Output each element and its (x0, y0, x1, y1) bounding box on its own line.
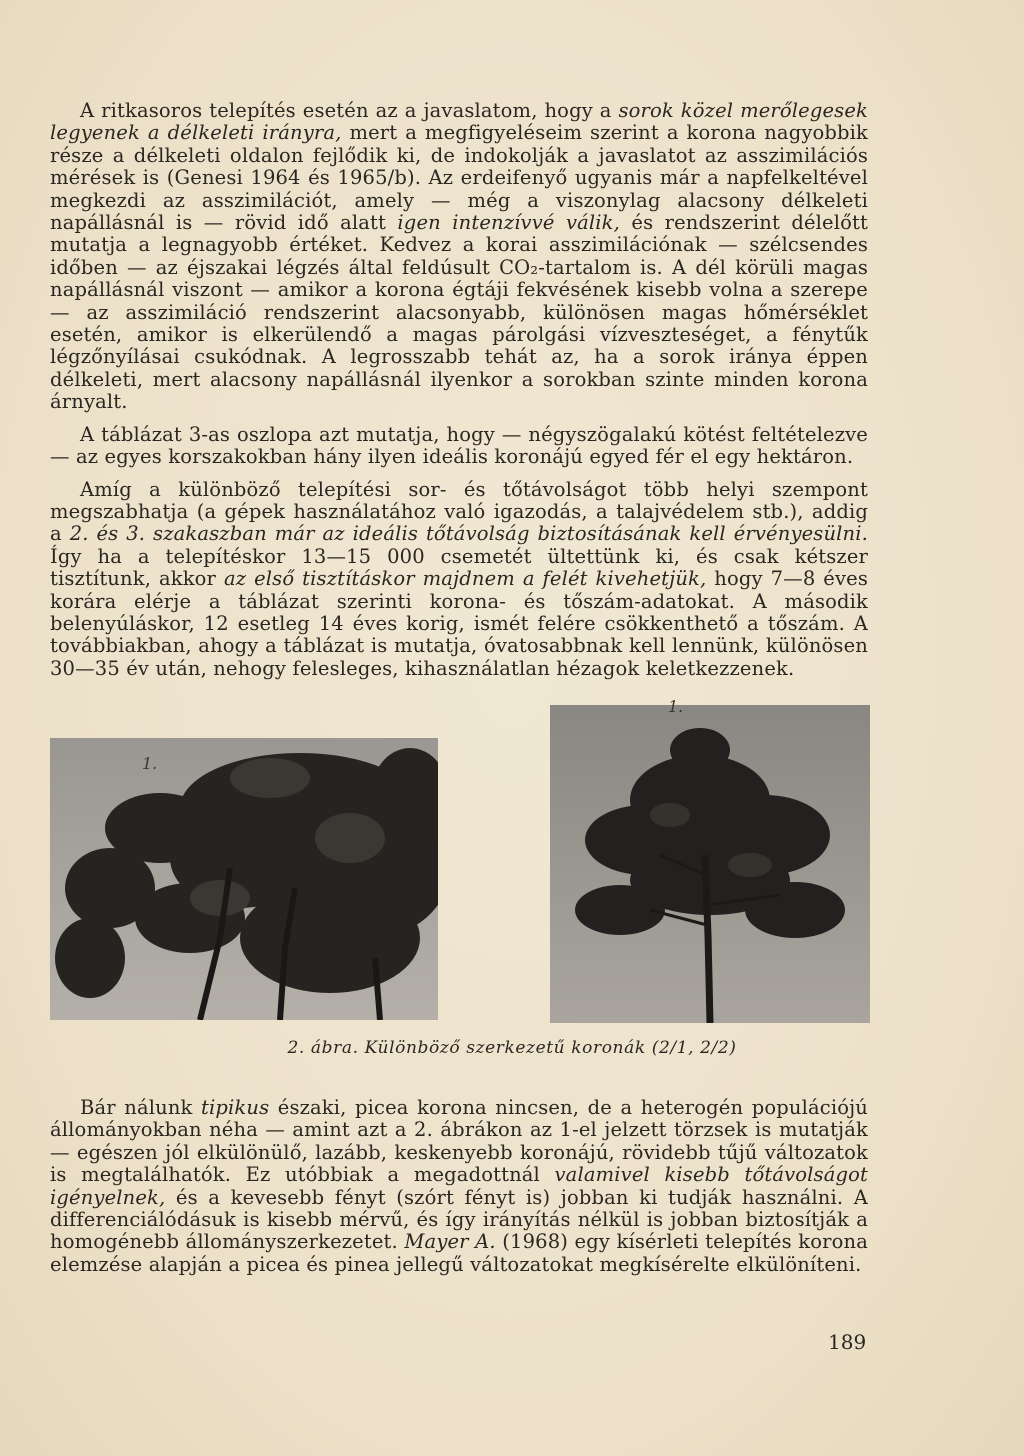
figure-caption: 2. ábra. Különböző szerkezetű koronák (2/1, 2/2) (287, 1038, 737, 1058)
italic-text: 2. és 3. szakaszban már az ideális tőtávolság biztosításának kell érvényesülni. (69, 522, 869, 546)
photo-right-image (550, 705, 870, 1023)
paragraph (50, 100, 868, 414)
plate-label-left: 1. (142, 754, 158, 773)
photo-pine-crown-left (50, 738, 438, 1020)
text-run: (1968) egy kísérleti telepítés korona elemzése alapján a picea és pinea jellegű változatokat megkísérelte elkülöníteni. (50, 1230, 869, 1276)
italic-text: Mayer A. (404, 1230, 496, 1254)
text-run: és a kevesebb fényt (szórt fényt is) jobban ki tudják használni. A differenciálódásuk is kisebb mérvű, és így irányítás nélkül is jobban biztosítják a homogénebb állományszerkezetet. (50, 1185, 868, 1254)
text-run: A táblázat 3-as oszlopa azt mutatja, hogy — négyszögalakú kötést feltételezve — az egyes korszakokban hány ilyen ideális koronájú egyed fér el egy hektáron. (50, 422, 868, 469)
page-number: 189 (828, 1330, 867, 1354)
text-run: Amíg a különböző telepítési sor- és tőtávolságot több helyi szempont megszabhatja (a gépek használatához való igazodás, a talajvédelem stb.), addig a (50, 477, 868, 546)
paragraph (50, 1097, 868, 1276)
text-run: Bár nálunk (80, 1096, 202, 1119)
text-run: Így ha a telepítéskor 13—15 000 csemetét ültettünk ki, és csak kétszer tisztítunk, akkor (50, 544, 868, 591)
paragraph (50, 479, 868, 681)
italic-text: sorok közel merőlegesek legyenek a délkeleti irányra, (50, 99, 868, 145)
plate-label-right: 1. (668, 697, 684, 716)
italic-text: az első tisztításkor majdnem a felét kivehetjük, (223, 567, 707, 591)
text-run: A ritkasoros telepítés esetén az a javaslatom, hogy a (80, 99, 619, 122)
italic-text: valamivel kisebb tőtávolságot igényelnek, (50, 1163, 868, 1209)
text-run: hogy 7—8 éves korára elérje a táblázat szerinti korona- és tőszám-adatokat. A második belenyúláskor, 12 esetleg 14 éves korig, ismét felére csökkenthető a tőszám. A továbbiakban, ahogy a táblázat is mutatja, óvatosabbnak kell lennünk, különösen 30—35 év után, nehogy felesleges, kihasználatlan hézagok keletkezzenek. (50, 567, 869, 680)
text-run: északi, picea korona nincsen, de a heterogén populációjú állományokban néha — amint azt a 2. ábrákon az 1-el jelzett törzsek is mutatják — egészen jól elkülönülő, lazább, keskenyebb koronájú, rövidebb tűjű változatok is megtalálhatók. Ez utóbbiak a megadottnál (50, 1096, 868, 1187)
italic-text: igen intenzívvé válik, (397, 211, 620, 235)
photo-pine-crown-right (550, 705, 870, 1023)
paragraph (50, 424, 868, 469)
text-block-bottom (50, 1097, 868, 1276)
text-block-top (50, 100, 868, 680)
text-run: és rendszerint délelőtt mutatja a legnagyobb értéket. Kedvez a korai asszimilációnak — szélcsendes időben — az éjszakai légzés által feldúsult CO₂-tartalom is. A dél körüli magas napállásnál viszont — amikor a korona égtáji fekvésének kisebb volna a szerepe — az asszimiláció rendszerint alacsonyabb, különösen magas hőmérséklet esetén, amikor is elkerülendő a magas párolgási vízveszteséget, a fénytűk légzőnyílásai csukódnak. A legrosszabb tehát az, ha a sorok iránya éppen délkeleti, mert alacsony napállásnál ilyenkor a sorokban szinte minden korona árnyalt. (50, 211, 868, 414)
photo-left-image (50, 738, 438, 1020)
text-run: mert a megfigyeléseim szerint a korona nagyobbik része a délkeleti oldalon fejlődik ki, de indokolják a javaslatot az asszimilációs mérések is (Genesi 1964 és 1965/b). Az erdeifenyő ugyanis már a napfelkeltével megkezdi az asszimilációt, amely — még a viszonylag alacsony délkeleti napállásnál is — rövid idő alatt (50, 121, 868, 235)
italic-text: tipikus (201, 1096, 270, 1119)
